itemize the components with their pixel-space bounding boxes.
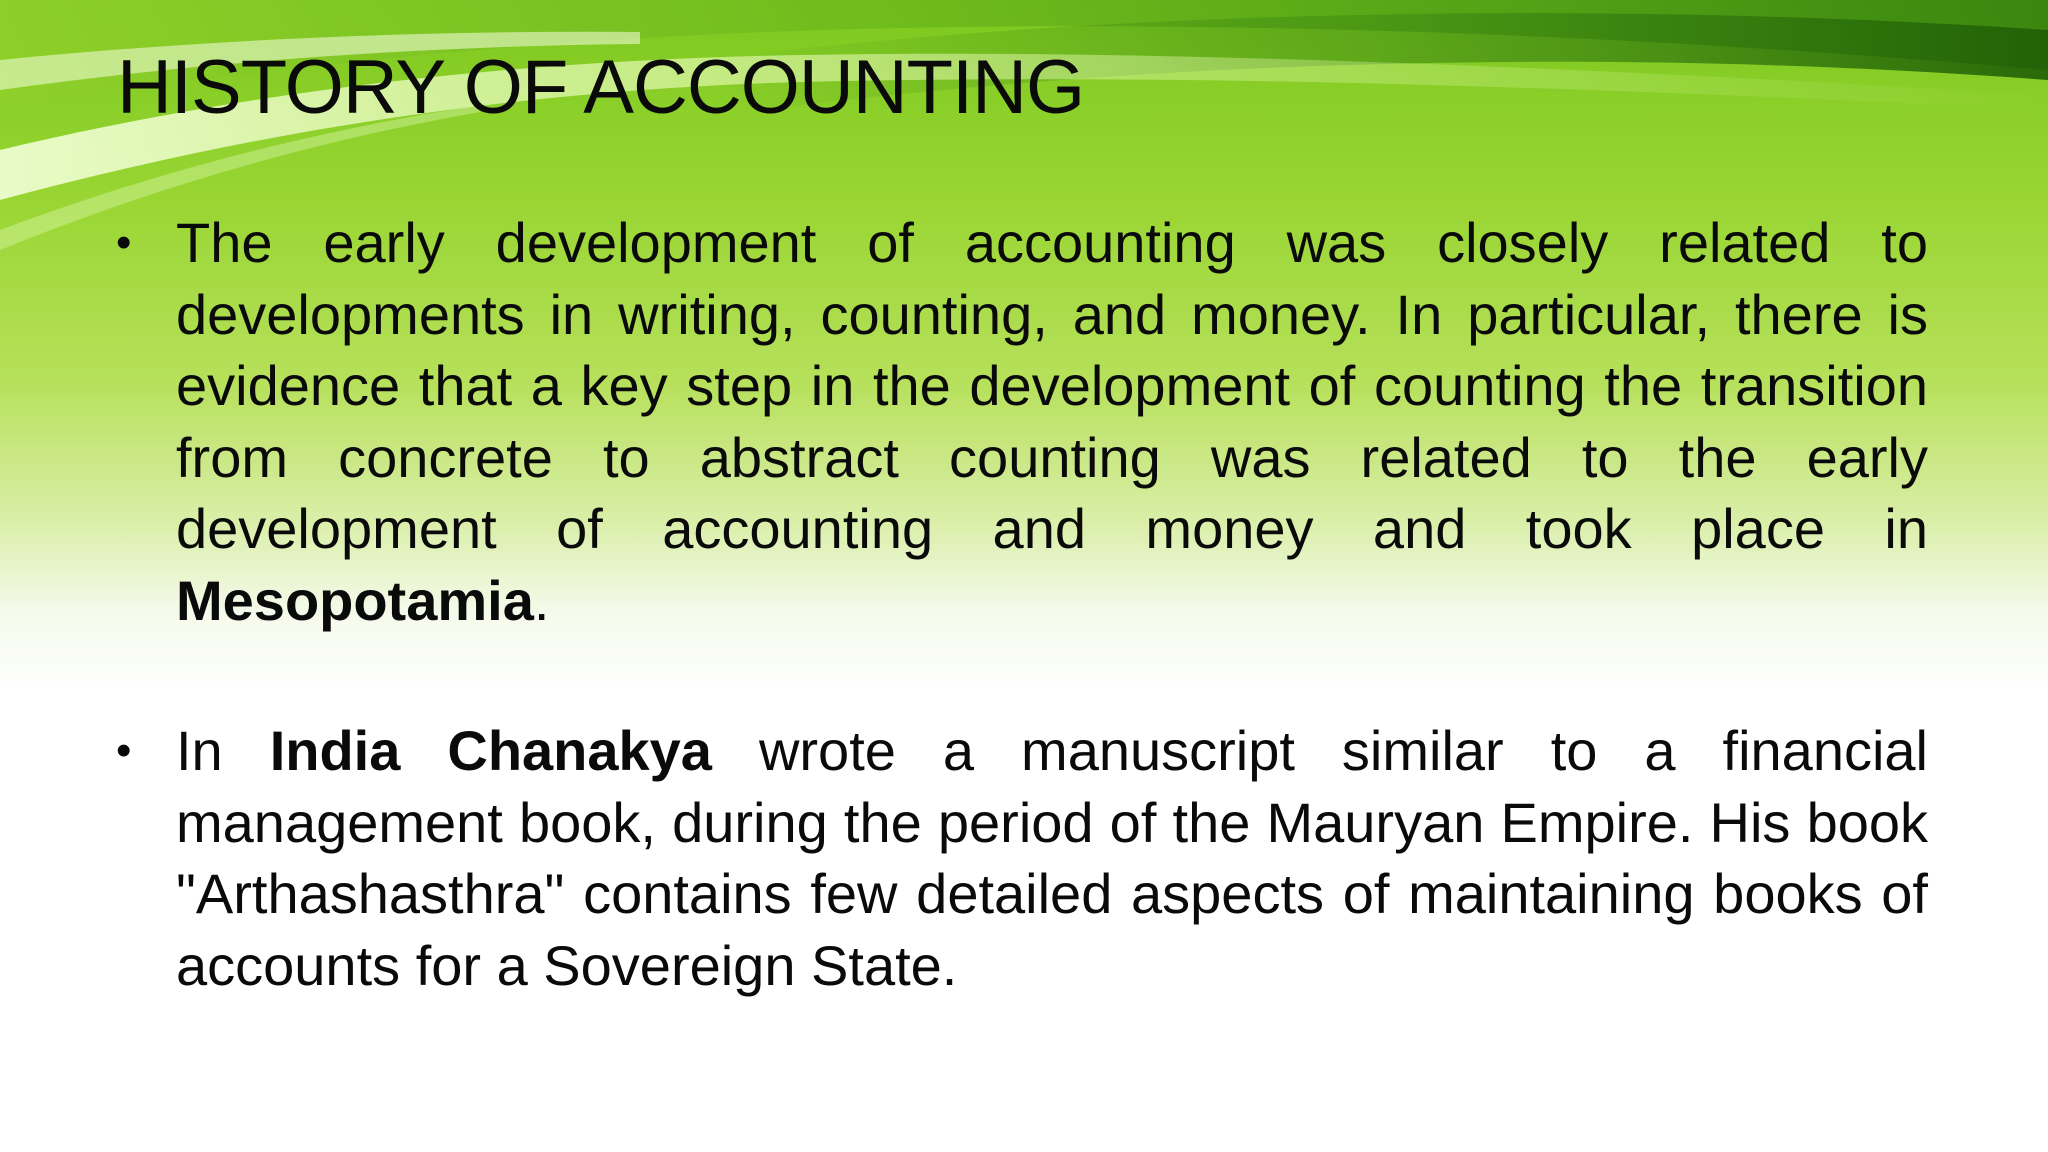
bullet-text-part: In — [176, 719, 270, 782]
bullet-text-part: . — [533, 568, 550, 632]
bullet-text — [176, 719, 1928, 997]
slide-title: HISTORY OF ACCOUNTING — [117, 45, 1085, 130]
bullet-item-mesopotamia — [110, 207, 1928, 636]
bullet-text-part: wrote a manuscript similar to a financial management book, during the period of the Mauryan Empire. His book "Arthashasthra" contains few detailed aspects of maintaining books of accounts for a Sovereign State. — [176, 719, 1928, 997]
bullet-item-india — [110, 715, 1928, 1001]
bullet-text-part: The early development of accounting was closely related to developments in writing, counting, and money. In particular, there is evidence that a key step in the development of counting the transition from concrete to abstract counting was related to the early development of accounting and money and took place in — [176, 211, 1928, 560]
bullet-dot-icon: • — [116, 726, 132, 775]
bold-term-mesopotamia: Mesopotamia — [176, 568, 534, 632]
bullet-text — [176, 211, 1928, 632]
bullet-dot-icon: • — [116, 218, 132, 267]
bold-term-india-chanakya: India Chanakya — [269, 719, 712, 782]
bullet-list — [110, 207, 1928, 1001]
